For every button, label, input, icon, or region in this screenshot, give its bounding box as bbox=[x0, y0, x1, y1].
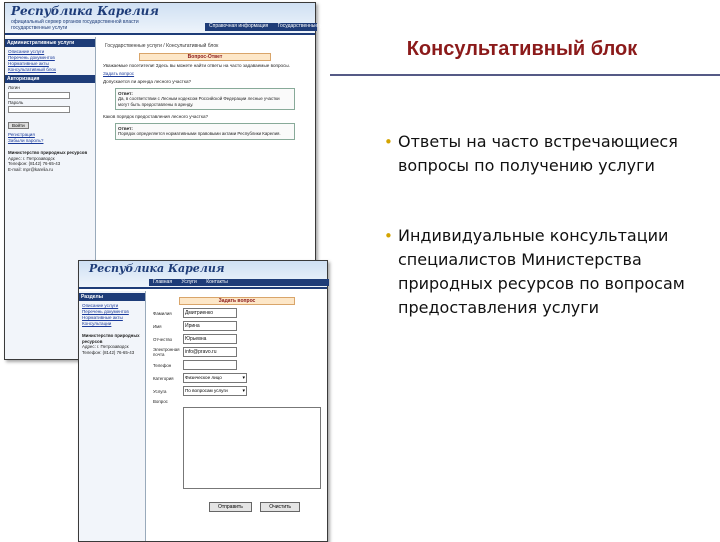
register-link[interactable]: Регистрация bbox=[8, 132, 35, 138]
form-row bbox=[153, 399, 321, 404]
bullet-list bbox=[384, 130, 714, 366]
slide-title: Консультативный блок bbox=[406, 38, 638, 60]
field-label: Электронная почта bbox=[153, 347, 180, 357]
field-label: Фамилия bbox=[153, 310, 172, 316]
field-label: Вопрос bbox=[153, 399, 168, 404]
form-row bbox=[153, 321, 321, 331]
sidebar-item[interactable]: Консультативный блок bbox=[8, 67, 56, 72]
answer-heading: Ответ: bbox=[118, 91, 133, 96]
bullet-text: Индивидуальные консультации специалистов Министерства природных ресурсов по вопросам предоставления услуги bbox=[398, 226, 685, 317]
form-row bbox=[153, 347, 321, 357]
answer-text: Порядок определяется нормативными правовыми актами Республики Карелия. bbox=[118, 131, 281, 137]
form-row bbox=[153, 373, 321, 383]
sidebar-item[interactable]: Перечень документов bbox=[8, 55, 55, 60]
category-select[interactable] bbox=[183, 373, 247, 383]
service-select[interactable] bbox=[183, 386, 247, 396]
field-label: Услуга bbox=[153, 388, 167, 394]
nav-item[interactable]: Контакты bbox=[206, 279, 228, 285]
form-buttons bbox=[209, 495, 325, 513]
contact-line: Министерство природных ресурсов bbox=[82, 333, 140, 344]
sidebar-item[interactable]: Описание услуги bbox=[82, 303, 119, 308]
faq-answer bbox=[115, 123, 295, 140]
site-banner bbox=[79, 261, 327, 289]
sidebar bbox=[79, 291, 146, 541]
login-input[interactable] bbox=[8, 92, 70, 99]
phone-input[interactable] bbox=[183, 360, 237, 370]
sidebar-item[interactable]: Консультации bbox=[82, 321, 112, 326]
nav-item[interactable]: Услуги bbox=[181, 279, 197, 285]
site-banner bbox=[5, 3, 335, 35]
bullet-dot-icon: • bbox=[384, 133, 393, 151]
answer-heading: Ответ: bbox=[118, 126, 133, 132]
portal-caption: государственные услуги bbox=[11, 25, 68, 31]
clear-button[interactable]: Очистить bbox=[260, 502, 300, 512]
submit-button[interactable]: Отправить bbox=[209, 502, 252, 512]
field-label: Отчество bbox=[153, 336, 173, 342]
faq-question: Допускается ли аренда лесного участка? bbox=[103, 79, 192, 84]
sidebar-item[interactable]: Нормативные акты bbox=[82, 315, 123, 320]
question-textarea[interactable] bbox=[183, 407, 321, 489]
breadcrumb: Государственные услуги / Консультативный блок bbox=[105, 43, 219, 49]
ask-question-link[interactable]: Задать вопрос bbox=[103, 71, 135, 76]
chevron-down-icon: ▾ bbox=[242, 388, 245, 394]
title-divider bbox=[330, 74, 720, 76]
contact-line: Адрес: г. Петрозаводск bbox=[8, 155, 55, 161]
sidebar-item[interactable]: Нормативные акты bbox=[8, 61, 49, 66]
form-row bbox=[153, 308, 321, 318]
password-label: Пароль bbox=[8, 99, 24, 105]
top-nav bbox=[205, 23, 335, 31]
sidebar-item[interactable]: Перечень документов bbox=[82, 309, 129, 314]
site-logo: Республика Карелия bbox=[89, 262, 225, 275]
nav-item[interactable]: Главная bbox=[153, 279, 173, 285]
faq-header: Вопрос-Ответ bbox=[139, 53, 271, 61]
field-label: Категория bbox=[153, 375, 174, 381]
contact-line: Телефон: (8142) 76-65-43 bbox=[8, 161, 61, 167]
password-input[interactable] bbox=[8, 106, 70, 113]
login-field-group bbox=[8, 85, 92, 113]
answer-text: Да, в соответствии с Лесным кодексом Российской Федерации лесные участки могут быть предоставлены в аренду. bbox=[118, 96, 280, 107]
select-value: Физическое лицо bbox=[185, 375, 222, 380]
login-label: Логин bbox=[8, 85, 20, 90]
chevron-down-icon: ▾ bbox=[242, 375, 245, 381]
first-name-input[interactable]: Ирина bbox=[183, 321, 237, 331]
form-row bbox=[153, 360, 321, 370]
bullet-text: Ответы на часто встречающиеся вопросы по получению услуги bbox=[398, 132, 678, 175]
bullet-item bbox=[384, 130, 714, 178]
question-form bbox=[149, 295, 325, 539]
question-form-screenshot bbox=[78, 260, 328, 542]
email-input[interactable]: info@pravo.ru bbox=[183, 347, 237, 357]
bullet-dot-icon: • bbox=[384, 227, 393, 245]
surname-input[interactable]: Дмитриенко bbox=[183, 308, 237, 318]
faq-question: Каков порядок предоставления лесного участка? bbox=[103, 114, 209, 120]
site-logo-subtitle: официальный сервер органов государственной власти bbox=[11, 19, 139, 25]
patronymic-input[interactable]: Юрьевна bbox=[183, 334, 237, 344]
sidebar-heading: Административные услуги bbox=[5, 39, 95, 47]
form-row bbox=[153, 386, 321, 396]
contact-line: Телефон: (8142) 76-65-43 bbox=[82, 349, 135, 355]
select-value: По вопросам услуги bbox=[185, 388, 228, 393]
top-nav bbox=[149, 279, 329, 286]
login-button[interactable]: Войти bbox=[8, 122, 29, 129]
sidebar-heading: Разделы bbox=[79, 293, 145, 301]
forgot-password-link[interactable]: Забыли пароль? bbox=[8, 138, 44, 144]
field-label: Телефон bbox=[153, 362, 172, 368]
contact-line: Адрес: г. Петрозаводск bbox=[82, 344, 129, 350]
nav-item[interactable]: Государственные услуги bbox=[277, 23, 335, 29]
nav-item[interactable]: Справочная информация bbox=[209, 23, 269, 29]
sidebar-item[interactable]: Описание услуги bbox=[8, 49, 45, 54]
contact-line: Министерство природных ресурсов bbox=[8, 150, 88, 156]
site-logo: Республика Карелия bbox=[11, 4, 159, 18]
form-header: Задать вопрос bbox=[179, 297, 295, 305]
faq-answer bbox=[115, 88, 295, 110]
faq-intro: Уважаемые посетители! Здесь вы можете найти ответы на часто задаваемые вопросы. bbox=[103, 63, 290, 68]
bullet-item bbox=[384, 224, 714, 320]
field-label: Имя bbox=[153, 323, 162, 329]
form-row bbox=[153, 334, 321, 344]
sidebar-heading: Авторизация bbox=[5, 75, 95, 83]
contact-line: E-mail: mpr@karelia.ru bbox=[8, 166, 53, 172]
